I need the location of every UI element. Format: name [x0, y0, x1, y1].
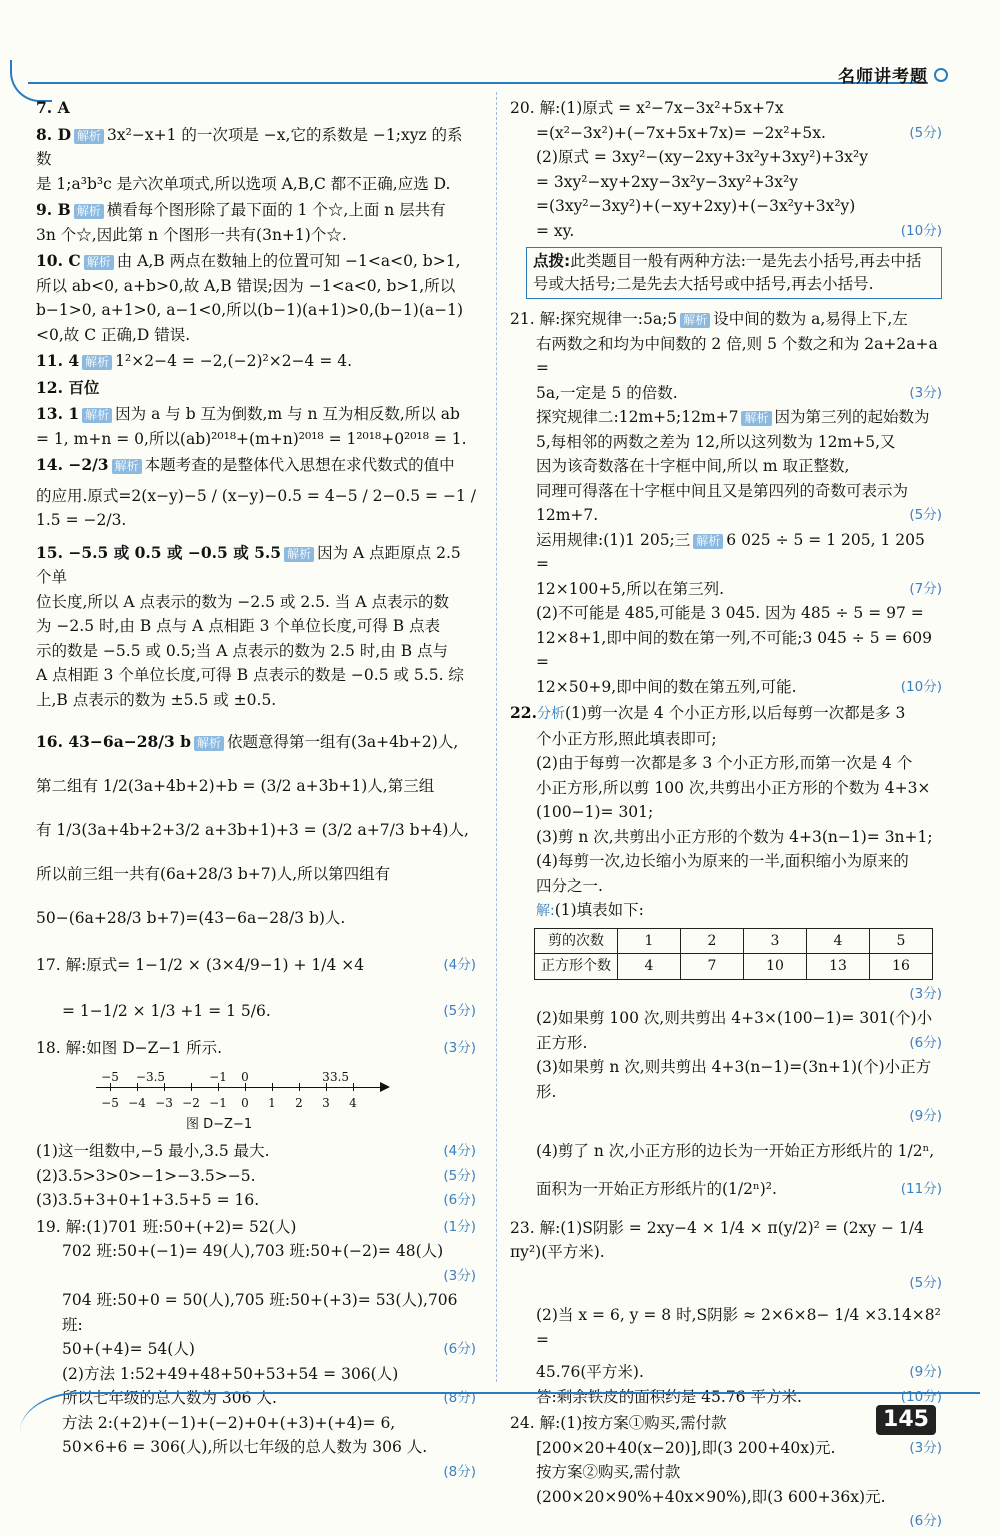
arrow-right-icon [380, 1082, 390, 1092]
table-cell: 3 [744, 928, 807, 954]
answer-22: 22.分析(1)剪一次是 4 个小正方形,以后每剪一次都是多 3 个小正方形,照此填表即可; (2)由于每剪一次都是多 3 个小正方形,而第一次是 4 个 小正方形,所以剪 100 次,共剪出小正方形的个数为 4+3× (100−1)= 301; (3)剪 n 次,共剪出小正方形的个数为 4+3(n−1)= 3n+1; (4)每剪一次,边长缩小为原来的一半,面积缩小为原来的 四分之一. 解:(1)填表如下: 剪的次数 1 2 3 4 5 正方形个数 4 7 10 13 16 (3分) (2)如果剪 100 次,则共剪出 4+3×(100−1)= 301(个)小 (6分) 正方形. (3)如果剪 n 次,则共剪出 4+3(n−1)=(3n+1)(个)小正方形. (9分) (4)剪了 n 次,小正方形的边长为一开始正方形纸片的 1/2ⁿ, (11分) 面积为一开始正方形纸片的(1/2ⁿ)². [510, 703, 942, 1198]
tip-text: 此类题目一般有两种方法:一是先去小括号,再去中括号或大括号;二是先去大括号或中括号,再去小括号. [533, 252, 922, 293]
number-line-point-label: −5 [101, 1069, 119, 1084]
answer-7: 7. A [36, 98, 70, 117]
cuts-table [534, 928, 933, 980]
figure-caption: 图 D−Z−1 [186, 1116, 253, 1132]
table-cell: 4 [618, 954, 681, 980]
number-line-point-label: 0 [241, 1069, 249, 1084]
answer-24: 24. 解:(1)按方案①购买,需付款 (3分) [200×20+40(x−20)],即(3 200+40x)元. 按方案②购买,需付款 (200×20×90%+40x×90%),即(3 600+36x)元. (6分) [510, 1414, 942, 1529]
number-line [96, 1067, 396, 1111]
number-line-point-label: 3.5 [329, 1069, 350, 1084]
right-column [510, 96, 942, 1536]
table-cell: 13 [807, 954, 870, 980]
number-line-tick-label: 2 [295, 1095, 303, 1110]
header-rule [28, 82, 928, 84]
column-divider [496, 92, 497, 1382]
table-cell: 7 [681, 954, 744, 980]
number-line-tick [191, 1083, 192, 1091]
answer-9: 9. B 解析 横看每个图形除了最下面的 1 个☆,上面 n 层共有 3n 个☆,因此第 n 个图形一共有(3n+1)个☆. [36, 200, 446, 244]
answer-17: (4分) 17. 解:原式= 1−1/2 × (3×4/9−1) + 1/4 ×4 (5分) = 1−1/2 × 1/3 +1 = 1 5/6. [36, 956, 476, 1020]
analysis-tag: 解析 [693, 534, 723, 549]
number-line-tick-label: −2 [182, 1095, 200, 1110]
number-line-tick-label: −4 [128, 1095, 146, 1110]
page-number: 145 [876, 1405, 936, 1435]
table-header: 剪的次数 [535, 928, 618, 954]
analysis-tag: 解析 [82, 408, 112, 423]
answer-20: 20. 解:(1)原式 = x²−7x−3x²+5x+7x (5分) =(x²−3x²)+(−7x+5x+7x)= −2x²+5x. (2)原式 = 3xy²−(xy−2xy+3x²y+3xy²)+3x²y = 3xy²−xy+2xy−3x²y−3xy²+3x²y =(3xy²−3xy²)+(−xy+2xy)+(−3x²y+3x²y) (10分) = xy. [510, 99, 942, 240]
number-line-tick-label: 4 [349, 1095, 357, 1110]
answer-16: 16. 43−6a−28/3 b 解析 依题意得第一组有(3a+4b+2)人, 第二组有 1/2(3a+4b+2)+b = (3/2 a+3b+1)人,第三组 有 1/3(3a+4b+2+3/2 a+3b+1)+3 = (3/2 a+7/3 b+4)人, 所以前三组一共有(6a+28/3 b+7)人,所以第四组有 50−(6a+28/3 b+7)=(43−6a−28/3 b)人. [36, 732, 469, 927]
footer-curve [20, 1392, 980, 1454]
number-line-tick [299, 1083, 300, 1091]
table-cell: 10 [744, 954, 807, 980]
left-column [36, 96, 476, 1486]
number-line-point-label: −3.5 [135, 1069, 166, 1084]
analysis-tag: 解析 [284, 547, 314, 562]
answer-19: (1分) 19. 解:(1)701 班:50+(+2)= 52(人) 702 班:50+(−1)= 49(人),703 班:50+(−2)= 48(人) (3分) 704 班:50+0 = 50(人),705 班:50+(+3)= 53(人),706 班: (6分) 50+(+4)= 54(人) (2)方法 1:52+49+48+50+53+54 = 306(人) (8分) 所以七年级的总人数为 306 人. 方法 2:(+2)+(−1)+(−2)+0+(+3)+(+4)= 6, 50×6+6 = 306(人),所以七年级的总人数为 306 人. (8分) [36, 1217, 476, 1480]
answer-10: 10. C 解析 由 A,B 两点在数轴上的位置可知 −1<a<0, b>1, 所以 ab<0, a+b>0,故 A,B 错误;因为 −1<a<0, b>1,所以 b−1>0, a+1>0, a−1<0,所以(b−1)(a+1)>0,(b−1)(a−1) <0,故 C 正确,D 错误. [36, 251, 464, 344]
number-line-tick-label: 3 [322, 1095, 330, 1110]
analysis-tag: 解析 [741, 411, 771, 426]
number-line-tick-label: −3 [155, 1095, 173, 1110]
analysis-tag: 解析 [112, 459, 142, 474]
jie-tag: 解: [536, 903, 555, 919]
answer-21: 21. 解:探究规律一:5a;5 解析 设中间的数为 a,易得上下,左 右两数之和均为中间数的 2 倍,则 5 个数之和为 2a+2a+a = (3分) 5a,一定是 5 的倍数. 探究规律二:12m+5;12m+7 解析 因为第三列的起始数为 5,每相邻的两数之差为 12,所以这列数为 12m+5,又 因为该奇数落在十字框中间,所以 m 取正整数, 同理可得落在十字框中间且又是第四列的奇数可表示为 (5分) 12m+7. 运用规律:(1)1 205;三 解析 6 025 ÷ 5 = 1 205, 1 205 = (7分) 12×100+5,所以在第三列. (2)不可能是 485,可能是 3 045. 因为 485 ÷ 5 = 97 = 12×8+1,即中间的数在第一列,不可能;3 045 ÷ 5 = 609 = (10分) 12×50+9,即中间的数在第五列,可能. [510, 310, 942, 696]
number-line-point-label: −1 [209, 1069, 227, 1084]
answer-15: 15. −5.5 或 0.5 或 −0.5 或 5.5 解析 因为 A 点距原点 2.5 个单 位长度,所以 A 点表示的数为 −2.5 或 2.5. 当 A 点表示的数 为 −2.5 时,由 B 点与 A 点相距 3 个单位长度,可得 B 点表 示的数是 −5.5 或 0.5;当 A 点表示的数为 2.5 时,由 B 点与 A 点相距 3 个单位长度,可得 B 点表示的数是 −0.5 或 5.5. 综 上,B 点表示的数为 ±5.5 或 ±0.5. [36, 542, 464, 709]
tip-box [526, 247, 942, 299]
answer-23: 23. 解:(1)S阴影 = 2xy−4 × 1/4 × π(y/2)² = (2xy − 1/4 πy²)(平方米). (5分) (2)当 x = 6, y = 8 时,S阴影 ≈ 2×6×8− 1/4 ×3.14×8² = (9分) 45.76(平方米). (10分) 答:剩余铁皮的面积约是 45.76 平方米. [510, 1218, 942, 1406]
analysis-tag: 解析 [84, 255, 114, 270]
table-cell: 2 [681, 928, 744, 954]
number-line-tick-label: 0 [241, 1095, 249, 1110]
answer-12: 12. 百位 [36, 377, 100, 397]
answer-18: (3分) 18. 解:如图 D−Z−1 所示. −5 −4 −3 −2 −1 0 1 2 3 4 −5 −3.5 −1 0 3 3.5 图 D−Z−1 (4分) (1)这一组数中,−5 最小,3.5 最大. (5分) (2)3.5>3>0>−1>−3.5>−5. (6分) (3)3.5+3+0+1+3.5+5 = 16. [36, 1039, 476, 1209]
answer-8: 8. D 解析 3x²−x+1 的一次项是 −x,它的系数是 −1;xyz 的系数 是 1;a³b³c 是六次单项式,所以选项 A,B,C 都不正确,应选 D. [36, 124, 463, 193]
analysis-tag: 解析 [194, 736, 224, 751]
fenxi-tag: 分析 [536, 706, 565, 722]
number-line-tick-label: −1 [209, 1095, 227, 1110]
number-line-tick-label: −5 [101, 1095, 119, 1110]
table-row [535, 954, 933, 980]
analysis-tag: 解析 [74, 129, 104, 144]
analysis-tag: 解析 [74, 204, 104, 219]
table-row [535, 928, 933, 954]
tip-label: 点拨: [533, 252, 571, 270]
number-line-point-label: 3 [322, 1069, 330, 1084]
table-cell: 5 [870, 928, 933, 954]
answer-14: 14. −2/3 解析 本题考查的是整体代入思想在求代数式的值中 的应用.原式=2(x−y)−5 / (x−y)−0.5 = 4−5 / 2−0.5 = −1 / 1.5 = −2/3. [36, 455, 476, 529]
answer-11: 11. 4 解析 1²×2−4 = −2,(−2)²×2−4 = 4. [36, 351, 353, 370]
table-cell: 1 [618, 928, 681, 954]
number-line-tick-label: 1 [268, 1095, 276, 1110]
number-line-tick [272, 1083, 273, 1091]
answer-13: 13. 1 解析 因为 a 与 b 互为倒数,m 与 n 互为相反数,所以 ab = 1, m+n = 0,所以(ab)²⁰¹⁸+(m+n)²⁰¹⁸ = 1²⁰¹⁸+0²⁰¹⁸ = 1. [36, 404, 467, 448]
header-circle-icon [934, 68, 948, 82]
table-cell: 4 [807, 928, 870, 954]
header-title: 名师讲考题 [838, 67, 928, 87]
table-header: 正方形个数 [535, 954, 618, 980]
analysis-tag: 解析 [82, 355, 112, 370]
analysis-tag: 解析 [680, 313, 710, 328]
table-cell: 16 [870, 954, 933, 980]
